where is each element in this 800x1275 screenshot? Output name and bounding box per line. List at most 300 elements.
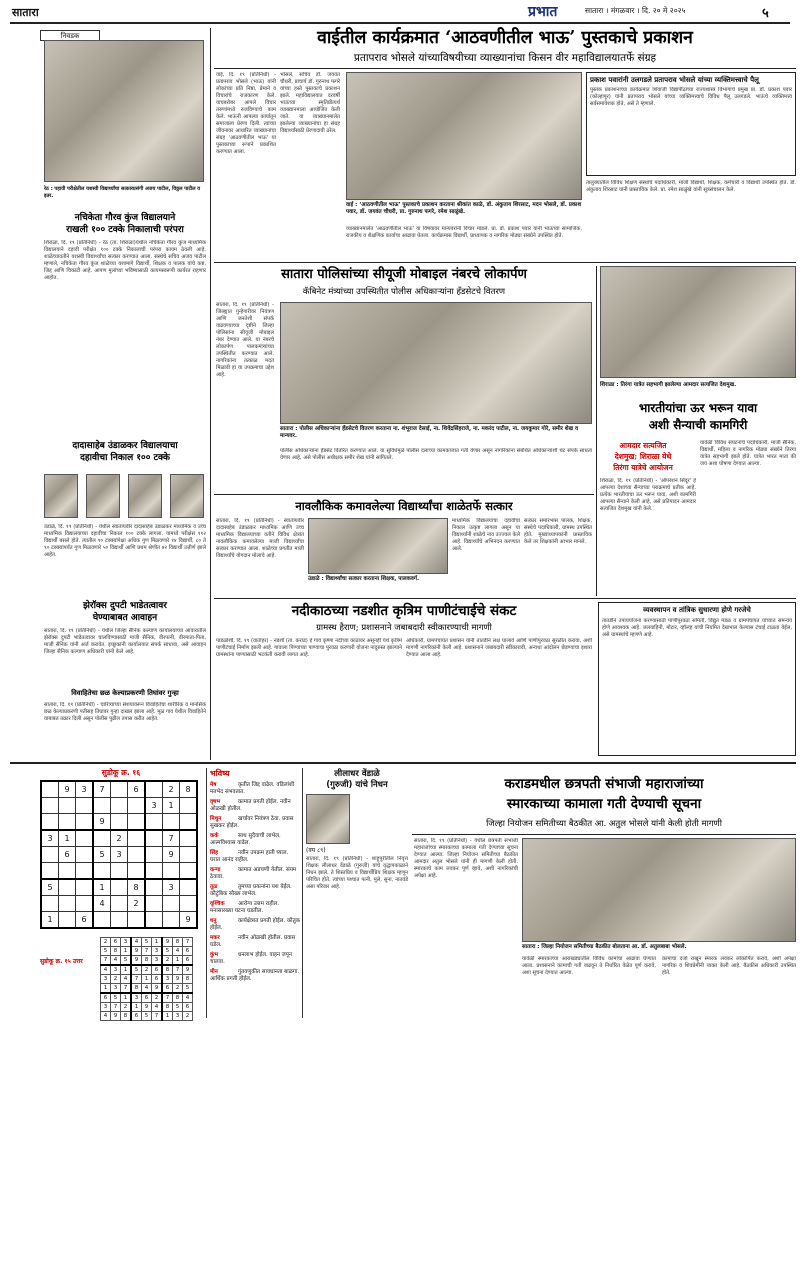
horoscope-sign: तूळ <box>210 884 218 890</box>
sudoku-answer-cell: 4 <box>183 993 193 1003</box>
masthead-city: सातारा <box>12 6 39 19</box>
sambhaji-subheadline: जिल्हा नियोजन समितीच्या बैठकीत आ. अतुल भोसले यांनी केली होती मागणी <box>486 819 722 829</box>
sudoku-row <box>41 814 197 831</box>
sudoku-answer-cell: 2 <box>121 1003 132 1012</box>
sudoku-answer-cell: 6 <box>142 993 152 1003</box>
harassment-headline: विवाहितेचा छळ केल्याप्रकरणी तिघांवर गुन्हा <box>71 689 179 697</box>
sudoku-answer-cell: 6 <box>162 984 173 994</box>
sudoku-cell <box>76 863 94 880</box>
sudoku-cell: 5 <box>93 847 111 863</box>
school-body-c: सत्कार समारंभास पालक, शिक्षक, संस्थेचे पदाधिकारी, ग्रामस्थ उपस्थित होते. मुख्याध्यापकांनी प्रास्ताविक केले तर शिक्षकांनी आभार मानले. <box>524 518 592 545</box>
sudoku-answer-cell: 7 <box>121 984 132 994</box>
school-headline: नावलौकिक कमावलेल्या विद्यार्थ्यांचा शाळेतर्फे सत्कार <box>295 499 513 513</box>
sudoku-answer-cell: 3 <box>121 938 132 947</box>
sudoku-answer-cell: 1 <box>101 984 111 994</box>
sudoku-answer-row <box>101 975 193 984</box>
sudoku-answer-cell: 2 <box>183 1012 193 1021</box>
undalkar-body: उंडाळे, दि. १९ (प्रतिनिधी) - येथील स्वातंत्र्यवीर दादासाहेब उंडाळकर माध्यमिक व उच्च माध्यमिक विद्यालयाच्या दहावीचा निकाल १०० टक्के लागला. यामध्ये परीक्षेस ११२ विद्यार्थी बसले होते. त्यातील ९० टक्क्यांपेक्षा अधिक गुण मिळवणारे १४ विद्यार्थी, ८० ते ९० टक्क्यांपर्यंत गुण मिळवणारे ५० विद्यार्थी आणि प्रथम श्रेणीत ४२ विद्यार्थी उत्तीर्ण झाले आहेत. <box>44 524 206 558</box>
sudoku-answer-cell: 8 <box>121 1012 132 1021</box>
school-photo <box>308 518 448 574</box>
sudoku-answer-cell: 6 <box>183 947 193 956</box>
sudoku-cell: 9 <box>59 781 76 798</box>
police-subheadline: कॅबिनेट मंत्र्यांच्या उपस्थितीत पोलीस अधिकाऱ्यांना हँडसेटचे वितरण <box>302 287 506 297</box>
sudoku-answer-cell: 5 <box>101 947 111 956</box>
horoscope-item <box>210 816 300 830</box>
sudoku-cell <box>111 863 128 880</box>
sudoku-answer-cell: 9 <box>183 965 193 975</box>
section-label: निवडक <box>40 30 100 41</box>
sudoku-answer-cell: 7 <box>111 1003 121 1012</box>
sudoku-answer-title: सुडोकू क्र. १५ उत्तर <box>40 958 83 965</box>
sudoku-answer-cell: 5 <box>183 984 193 994</box>
sudoku-answer-cell: 7 <box>183 938 193 947</box>
sudoku-cell: 9 <box>180 912 198 929</box>
sudoku-answer-cell: 3 <box>101 975 111 984</box>
sambhaji-photo <box>522 838 796 942</box>
sudoku-answer-cell: 8 <box>162 965 173 975</box>
horoscope-sign: कन्या <box>210 867 221 873</box>
horoscope-sign: मकर <box>210 935 220 941</box>
sudoku-cell <box>128 830 146 847</box>
sudoku-cell: 1 <box>41 912 59 929</box>
sudoku-cell: 5 <box>41 879 59 896</box>
sudoku-answer-cell: 4 <box>131 938 142 947</box>
sudoku-cell <box>111 896 128 912</box>
sudoku-answer-cell: 6 <box>183 1003 193 1012</box>
lead-body-a: वाई, दि. १९ (प्रतिनिधी) - प्रतापराव भोसले (भाऊ) यांनी लोकांच्या प्रति निष्ठा, प्रेमाने व विचारांचे राजकारण केले. याचबरोबर आपले विचार तरुणांमध्ये रुजविण्याचे काम केले. भाऊंनी आपल्या कार्यातून समाजाला प्रेरणा दिली. त्यांच्या जीवनावर आधारित व्याख्यानांचा संग्रह 'आठवणीतील भाऊ' या पुस्तकाच्या रूपाने प्रकाशित करण्यात आला. <box>216 72 276 155</box>
horoscope-text: तुमच्या प्रयत्नांना यश येईल. कौटुंबिक सौख्य लाभेल. <box>210 884 292 897</box>
sudoku-answer-cell: 3 <box>152 956 163 966</box>
sudoku-cell <box>128 912 146 929</box>
sudoku-answer-cell: 9 <box>152 984 163 994</box>
sudoku-cell: 3 <box>76 781 94 798</box>
sudoku-answer-cell: 4 <box>173 947 183 956</box>
school-photo-caption: उंडाळे : विद्यार्थ्यांचा सत्कार करताना शिक्षक, पालकवर्ग. <box>308 576 420 582</box>
sudoku-answer-cell: 3 <box>152 947 163 956</box>
sudoku-answer-cell: 4 <box>101 1012 111 1021</box>
sudoku-cell <box>180 863 198 880</box>
sudoku-cell: 4 <box>93 896 111 912</box>
water-subheadline: ग्रामस्थ हैराण; प्रशासनाने जबाबदारी स्वीकारण्याची मागणी <box>316 623 492 633</box>
sudoku-answer-cell: 2 <box>101 938 111 947</box>
sudoku-cell <box>111 781 128 798</box>
police-bottom-rule <box>214 494 594 495</box>
water-body-a: पाडळोशी, दि. १९ (वार्ताहर) - नडशी (ता. कराड) हे गाव कृष्णा नदीच्या काठावर असूनही येथे कृत्रिम पाणीटंचाई निर्माण झाली आहे. गावाला पिण्याच्या पाण्याचा पुरवठा करणारी योजना नादुरुस्त झाल्याने ग्रामस्थांना पाण्यासाठी भटकंती करावी लागत आहे. <box>216 638 402 658</box>
lead-headline: वाईतील कार्यक्रमात ‘आठवणीतील भाऊ’ पुस्तकाचे प्रकाशन <box>317 28 693 48</box>
sudoku-cell <box>145 781 163 798</box>
police-photo-caption: सातारा : पोलीस अधिकाऱ्यांना हँडसेटचे वितरण करताना ना. शंभूराज देसाई, ना. शिवेंद्रसिंहराजे, ना. मकरंद पाटील, ना. जयकुमार गोरे, समीर शेख व मान्यवर. <box>280 426 579 439</box>
sudoku-answer-cell: 1 <box>142 975 152 984</box>
horoscope-item <box>210 884 300 898</box>
sudoku-cell <box>76 847 94 863</box>
sudoku-row <box>41 863 197 880</box>
tiranga-subhead: आमदार सत्यजित देशमुख; शिराळा येथे तिरंगा यात्रेचे आयोजन <box>613 441 673 472</box>
sudoku-cell: 6 <box>59 847 76 863</box>
sudoku-answer-cell: 1 <box>173 956 183 966</box>
horoscope-text: नवीन ओळखी होतील. प्रवास घडेल. <box>210 935 296 948</box>
sudoku-answer-cell: 7 <box>162 993 173 1003</box>
water-body-b: अधिकारी, ग्रामपंचायत प्रशासन यांनी तातडीने लक्ष घालावे आणि पाणीपुरवठा सुरळीत करावा, अशी मागणी नागरिकांनी केली आहे. प्रशासनाने जबाबदारी स्वीकारावी, अन्यथा आंदोलन छेडण्याचा इशारा देण्यात आला आहे. <box>406 638 592 658</box>
sudoku-answer-cell: 5 <box>173 1003 183 1012</box>
sudoku-answer-cell: 1 <box>152 938 163 947</box>
sudoku-cell <box>180 798 198 814</box>
sudoku-cell <box>41 896 59 912</box>
sudoku-row <box>41 896 197 912</box>
obituary <box>302 768 408 1018</box>
sudoku-cell <box>41 847 59 863</box>
lead-bottom-rule <box>214 262 796 263</box>
horoscope-item <box>210 867 300 881</box>
horoscope-sign: मेष <box>210 782 217 788</box>
horoscope-sign: वृषभ <box>210 799 221 805</box>
left-column-rule <box>210 28 211 760</box>
sudoku-answer-cell: 6 <box>101 993 111 1003</box>
sudoku-answer-cell: 8 <box>183 975 193 984</box>
sudoku-answer-row <box>101 1012 193 1021</box>
sudoku-cell <box>93 912 111 929</box>
sudoku-cell <box>59 798 76 814</box>
sudoku-cell: 1 <box>93 879 111 896</box>
obit-name: लीलाधर वेंडाळे <box>334 769 380 779</box>
sudoku-answer-cell: 9 <box>142 1003 152 1012</box>
sudoku-answer-cell: 8 <box>111 947 121 956</box>
sudoku-cell <box>145 912 163 929</box>
horoscope-sign: मीन <box>210 969 218 975</box>
horoscope-sign: मिथुन <box>210 816 222 822</box>
horoscope-item <box>210 782 300 796</box>
horoscope-item <box>210 901 300 915</box>
sudoku-row <box>41 847 197 863</box>
sudoku-row <box>41 912 197 929</box>
sudoku-answer-cell: 1 <box>162 1012 173 1021</box>
horoscope-sign: सिंह <box>210 850 219 856</box>
sudoku-cell: 1 <box>163 798 180 814</box>
sudoku-answer-cell: 4 <box>152 1003 163 1012</box>
police-right-rule <box>596 266 597 596</box>
sudoku-answer-cell: 7 <box>131 975 142 984</box>
sudoku-cell: 3 <box>111 847 128 863</box>
horoscope-title: भविष्य <box>210 769 230 778</box>
sudoku-answer-cell: 1 <box>121 947 132 956</box>
upper-section-rule <box>10 762 796 764</box>
horoscope-item <box>210 833 300 847</box>
sudoku-cell: 7 <box>163 830 180 847</box>
horoscope-item <box>210 935 300 949</box>
sudoku-cell: 7 <box>93 781 111 798</box>
school-bottom-rule <box>214 598 796 599</box>
sudoku-cell <box>59 814 76 831</box>
sudoku-answer-cell: 8 <box>131 984 142 994</box>
sudoku-cell: 9 <box>93 814 111 831</box>
horoscope-item <box>210 799 300 813</box>
xerox-body: सातारा, दि. १९ (प्रतिनिधी) - येथील जिल्हा सैनिक कल्याण कार्यालयाच्या आवारातील झेरॉक्स दुपटी भाडेतत्वावर चालविण्यासाठी माजी सैनिक, वीरपत्नी, वीरमाता-पिता, माजी सैनिक यांनी अर्ज करावेत. इच्छुकांनी कार्यालयात संपर्क साधावा, असे आवाहन जिल्हा सैनिक कल्याण अधिकारी यांनी केले आहे. <box>44 628 206 655</box>
sudoku-cell <box>59 912 76 929</box>
sudoku-answer-cell: 7 <box>142 947 152 956</box>
horoscope-text: खर्चावर नियंत्रण ठेवा. प्रवास सुखकर होईल. <box>210 816 294 829</box>
horoscope-text: कृतीत जिद्द वाढेल. वडिलांशी मतभेद संभवतात. <box>210 782 295 795</box>
sudoku-answer-cell: 5 <box>142 938 152 947</box>
sudoku-answer-cell: 8 <box>173 938 183 947</box>
lead-photo <box>346 72 582 200</box>
sudoku-cell <box>111 912 128 929</box>
sudoku-answer-cell: 3 <box>162 975 173 984</box>
sudoku-cell <box>41 863 59 880</box>
sambhaji-rule <box>412 834 796 835</box>
sudoku-answer-cell: 3 <box>111 965 121 975</box>
sudoku-cell <box>41 814 59 831</box>
horoscope-text: कामात अडचणी येतील. संयम ठेवावा. <box>210 867 297 880</box>
students-photo <box>44 40 204 182</box>
lead-body-c: व्याख्यानमालेत 'आठवणीतील भाऊ' या विषयावर मान्यवरांनी विचार मांडले. प्रा. डॉ. प्रकाश पवार यांनी भाऊंच्या सामाजिक, राजकीय व शैक्षणिक कार्याचा आढावा घेतला. कार्यक्रमास विद्यार्थी, प्राध्यापक व नागरिक मोठ्या संख्येने उपस्थित होते. <box>346 226 582 239</box>
sudoku-answer-cell: 8 <box>142 956 152 966</box>
sudoku-answer-cell: 9 <box>131 947 142 956</box>
horoscope-text: नवीन उपक्रम हाती घ्याल. घरात आनंद राहील. <box>210 850 289 863</box>
lead-sidebox-body: पुस्तक प्रकाशनाच्या कार्यक्रमात शिवाजी विद्यापीठाच्या राज्यशास्त्र विभागाचे प्रमुख प्रा. डॉ. प्रकाश पवार (कोल्हापूर) यांनी प्रतापराव भोसले यांच्या व्यक्तिमत्त्वाचे विविध पैलू उलगडले. भाऊंचे व्यक्तिमत्त्व सर्वसमावेशक होते, असे ते म्हणाले. <box>590 87 792 107</box>
sudoku-cell <box>76 830 94 847</box>
water-sidebox <box>598 602 796 756</box>
sudoku-cell <box>59 879 76 896</box>
sudoku-answer-cell: 5 <box>142 1012 152 1021</box>
sudoku-answer-row <box>101 947 193 956</box>
water-headline: नदीकाठच्या नडशीत कृत्रिम पाणीटंचाईचे संकट <box>291 603 517 619</box>
lead-photo-caption: वाई : ‘आठवणीतील भाऊ’ पुस्तकाचे प्रकाशन करताना श्रीकांत काळे, डॉ. अंकुताय शिरसाट, मदन भोसले, डॉ. प्रकाश पवार, डॉ. जयवंत चौधरी, प्रा. गुरुनाथ फगरे, रमेश साळुंखे. <box>346 202 582 215</box>
sudoku-answer-row <box>101 965 193 975</box>
sudoku-answer-cell: 4 <box>142 984 152 994</box>
sudoku-answer-cell: 6 <box>152 965 163 975</box>
sudoku-answer-cell: 7 <box>152 1012 163 1021</box>
obit-portrait <box>306 794 350 844</box>
horoscope-text: आरोग्य उत्तम राहील. मनासारख्या घटना घडतील. <box>210 901 280 914</box>
sudoku-answer-cell: 5 <box>111 993 121 1003</box>
sudoku-answer-cell: 3 <box>111 984 121 994</box>
sudoku-answer-row <box>101 956 193 966</box>
horoscope-item <box>210 952 300 966</box>
masthead <box>0 0 800 22</box>
sudoku-cell <box>128 863 146 880</box>
undalkar-headline: दादासाहेब उंडाळकर विद्यालयाचा दहावीचा निकाल १०० टक्के <box>72 441 178 463</box>
sudoku-cell <box>76 798 94 814</box>
sudoku-cell: 3 <box>41 830 59 847</box>
water-sidebox-body: तातडीने उपाययोजना करण्यासाठी पाणीपुरवठा समिती, विद्युत मंडळ व ग्रामपंचायत यांच्यात समन्वय होणे आवश्यक आहे. जलवाहिनी, मोटार, व्हॉल्व्ह यांची नियमित देखभाल केल्यास टंचाई टाळता येईल, असे ग्रामस्थांचे म्हणणे आहे. <box>602 618 792 638</box>
sudoku-grid <box>40 780 198 929</box>
sudoku-cell: 9 <box>163 847 180 863</box>
horoscope-item <box>210 918 300 932</box>
sudoku-answer-cell: 9 <box>173 975 183 984</box>
sudoku-answer-cell: 1 <box>131 1003 142 1012</box>
sudoku-answer-row <box>101 1003 193 1012</box>
sudoku-answer-cell: 9 <box>162 938 173 947</box>
masthead-dateline: सातारा । मंगळवार । दि. २० मे २०२५ <box>585 6 686 15</box>
sudoku-answer-grid <box>100 937 193 1021</box>
police-body-a: सातारा, दि. १९ (प्रतिनिधी) - जिल्ह्यात गुन्हेगारीवर नियंत्रण आणि जनतेशी संपर्क वाढवण्याच्या दृष्टीने जिल्हा पोलिसांना सीयूजी मोबाइल नंबर देण्यात आले. या नंबरचे लोकार्पण पालकमंत्र्यांच्या उपस्थितीत करण्यात आले. नागरिकांना तत्काळ मदत मिळावी हा या उपक्रमाचा उद्देश आहे. <box>216 302 274 378</box>
masthead-logo: प्रभात <box>528 4 558 20</box>
sudoku-answer-cell: 3 <box>131 993 142 1003</box>
horoscope-sign: धनु <box>210 918 217 924</box>
sudoku-cell <box>76 814 94 831</box>
horoscope-text: धनलाभ होईल. वाहन जपून चालवा. <box>210 952 292 965</box>
horoscope-sign: कुंभ <box>210 952 219 958</box>
sudoku-answer-cell: 6 <box>152 975 163 984</box>
sudoku-cell <box>145 830 163 847</box>
horoscope-panel <box>206 768 300 1018</box>
tiranga-photo <box>600 266 796 378</box>
tiranga-photo-caption: शिराळा : तिरंगा यात्रेत सहभागी झालेल्या आमदार सत्यजित देशमुख. <box>600 382 737 388</box>
obit-place: (गुरुजी) यांचे निधन <box>326 780 388 790</box>
sudoku-cell <box>180 830 198 847</box>
sudoku-answer-cell: 2 <box>162 956 173 966</box>
police-photo <box>280 302 592 424</box>
sudoku-cell: 2 <box>163 781 180 798</box>
sudoku-answer-row <box>101 938 193 947</box>
sudoku-cell: 2 <box>111 830 128 847</box>
school-body-a: सातारा, दि. १९ (प्रतिनिधी) - स्वातंत्र्यवीर दादासाहेब उंडाळकर माध्यमिक आणि उच्च माध्यमिक विद्यालयाच्या वतीने विविध क्षेत्रांत नावलौकिक कमावलेल्या माजी विद्यार्थ्यांचा सत्कार करण्यात आला. शाळेच्या प्रगतीत माजी विद्यार्थ्यांचे योगदान मोलाचे आहे. <box>216 518 304 559</box>
sudoku-row <box>41 798 197 814</box>
sudoku-cell <box>93 798 111 814</box>
students-photo-caption: रेठ : पहावी परीक्षेतील यशस्वी विद्यार्थ्यांचा सत्कारप्रसंगी अजय पाटील, विठ्ठल पाटील व इतर. <box>44 186 201 199</box>
sudoku-answer-cell: 5 <box>162 947 173 956</box>
portrait-2 <box>86 474 120 518</box>
horoscope-sign: वृश्चिक <box>210 901 225 907</box>
sudoku-cell <box>128 847 146 863</box>
tiranga-body-a: शिराळा, दि. १९ (प्रतिनिधी) - 'ऑपरेशन सिंदूर' हे आपल्या देशाच्या सैन्याच्या पराक्रमाचे प्रतीक आहे. प्रत्येक भारतीयाचा ऊर भरून यावा, अशी कामगिरी आपल्या सैन्याने केली आहे, असे प्रतिपादन आमदार सत्यजित देशमुख यांनी केले. <box>600 478 696 512</box>
sudoku-answer-cell: 2 <box>152 993 163 1003</box>
school-body-b: माध्यमिक विद्यालयाचा दहावीचा निकाल उत्कृष्ट लागला असून या विद्यार्थ्यांनी शाळेचे नाव उज्ज्वल केले आहे. विद्यार्थ्यांचे अभिनंदन करण्यात आले. <box>452 518 520 552</box>
sudoku-cell <box>145 896 163 912</box>
lead-sidebox <box>586 72 796 176</box>
tiranga-body-b: यावेळी विविध संघटनांचे पदाधिकारी, माजी सैनिक, विद्यार्थी, महिला व नागरिक मोठ्या संख्येने तिरंगा यात्रेत सहभागी झाले होते. यात्रेत भारत माता की जय अशा घोषणा देण्यात आल्या. <box>700 440 796 467</box>
lead-rule <box>214 68 796 69</box>
sudoku-cell <box>145 847 163 863</box>
sambhaji-body-c: कामाचा दर्जा राखून स्मारक लवकर लोकार्पित करावे, अशी अपेक्षा नागरिक व शिवप्रेमींनी व्यक्त केली आहे. बैठकीस अधिकारी उपस्थित होते. <box>662 956 796 976</box>
sudoku-cell: 6 <box>128 781 146 798</box>
nachiketa-body: शिराळा, दि. १९ (प्रतिनिधी) - रेठ (ता. शिराळा)येथील नचिकेता गौरव कुंज माध्यमिक विद्यालयाने दहावी परीक्षेत १०० टक्के निकालाची परंपरा कायम ठेवली आहे. शाळेच्यावतीने यशस्वी विद्यार्थ्यांचा सत्कार करण्यात आला. संस्थेचे सचिव अजय पाटील म्हणाले, नचिकेता गौरव कुंज शाळेच्या यशामागे विद्यार्थी, शिक्षक व पालक यांचे कष्ट, जिद्द आणि चिकाटी आहे. आपण मुलांच्या भविष्यासाठी कायमस्वरूपी कार्यरत राहणार आहोत. <box>44 240 206 281</box>
police-headline: सातारा पोलिसांच्या सीयूजी मोबाइल नंबरचे लोकार्पण <box>281 267 527 282</box>
sudoku-answer-cell: 1 <box>121 965 132 975</box>
water-sidebox-title: व्यवस्थापन व तांत्रिक सुधारणा होणे गरजेचे <box>643 606 751 614</box>
sudoku-cell <box>145 863 163 880</box>
horoscope-item <box>210 850 300 864</box>
sudoku-answer-cell: 4 <box>101 965 111 975</box>
sudoku-cell <box>128 798 146 814</box>
sudoku-answer-cell: 2 <box>111 975 121 984</box>
sudoku-cell <box>163 814 180 831</box>
lead-body-d: तालुक्यातील विविध शिक्षण संस्थांचे पदाधिकारी, माजी विद्यार्थी, शिक्षक, कर्मचारी व विद्यार्थी उपस्थित होते. डॉ. अंकुताय शिरसाट यांनी प्रास्ताविक केले. प्रा. रमेश साळुंखे यांनी सूत्रसंचालन केले. <box>586 180 796 193</box>
tiranga-headline: भारतीयांचा ऊर भरून यावा अशी सैन्याची कामगिरी <box>638 401 758 432</box>
horoscope-text: कार्यक्षेत्रात प्रगती होईल. कौतुक होईल. <box>210 918 300 931</box>
sudoku-answer-cell: 9 <box>131 956 142 966</box>
harassment-body: सातारा, दि. १९ (प्रतिनिधी) - चारित्र्याच्या संशयावरून विवाहितेचा शारीरिक व मानसिक छळ केल्याप्रकरणी पतीसह तिघांवर गुन्हा दाखल झाला आहे. मूळ गाव येथील विवाहितेने याबाबत तक्रार दिली असून पोलीस पुढील तपास करीत आहेत. <box>44 702 206 722</box>
sudoku-cell <box>111 814 128 831</box>
sudoku-cell: 8 <box>128 879 146 896</box>
sudoku-answer-cell: 2 <box>173 984 183 994</box>
sudoku-cell: 3 <box>163 879 180 896</box>
portrait-4 <box>170 474 204 518</box>
sudoku-cell <box>41 798 59 814</box>
sudoku-row <box>41 830 197 847</box>
sudoku-answer-cell: 1 <box>121 993 132 1003</box>
sudoku-title: सुडोकू क्र. १६ <box>101 768 141 777</box>
sudoku-cell <box>76 879 94 896</box>
sudoku-answer-cell: 3 <box>173 1012 183 1021</box>
sudoku-cell <box>93 830 111 847</box>
portrait-1 <box>44 474 78 518</box>
horoscope-text: गुंतवणुकीत सावधानता बाळगा. आर्थिक प्रगती होईल. <box>210 969 300 982</box>
sudoku-cell: 8 <box>180 781 198 798</box>
sudoku-cell <box>111 879 128 896</box>
sudoku-cell <box>128 814 146 831</box>
sudoku-cell: 1 <box>59 830 76 847</box>
sudoku-answer-cell: 8 <box>162 1003 173 1012</box>
horoscope-text: साथ सुदैवाची लाभेल. आत्मविश्वास वाढेल. <box>210 833 281 846</box>
sudoku-answer-cell: 3 <box>101 1003 111 1012</box>
sudoku-row <box>41 781 197 798</box>
sudoku-cell <box>145 879 163 896</box>
sudoku-cell: 6 <box>76 912 94 929</box>
sudoku-answer-cell: 6 <box>131 1012 142 1021</box>
sudoku-cell <box>180 879 198 896</box>
sudoku-answer-cell: 9 <box>111 1012 121 1021</box>
sudoku-answer-cell: 7 <box>173 965 183 975</box>
horoscope-sign: कर्क <box>210 833 219 839</box>
sambhaji-body-a: सातारा, दि. १९ (प्रतिनिधी) - येथील छत्रपती संभाजी महाराजांच्या स्मारकाच्या कामाला गती देण्याच्या सूचना देण्यात आल्या. जिल्हा नियोजन समितीच्या बैठकीत आमदार अतुल भोसले यांनी ही मागणी केली होती. स्मारकाचे काम लवकर पूर्ण व्हावे, अशी नागरिकांची अपेक्षा आहे. <box>414 838 518 879</box>
sudoku-answer-row <box>101 993 193 1003</box>
sudoku-answer-cell: 4 <box>111 956 121 966</box>
lead-subheadline: प्रतापराव भोसले यांच्याविषयीच्या व्याख्यानांचा किसन वीर महाविद्यालयातर्फे संग्रह <box>353 52 657 64</box>
sudoku-answer-cell: 2 <box>142 965 152 975</box>
sudoku-row <box>41 879 197 896</box>
portrait-3 <box>128 474 162 518</box>
sudoku-answer-cell: 8 <box>173 993 183 1003</box>
sudoku-cell <box>111 798 128 814</box>
sudoku-cell <box>163 863 180 880</box>
sambhaji-headline: कराडमधील छत्रपती संभाजी महाराजांच्या स्मारकाच्या कामाला गती देण्याची सूचना <box>504 776 704 812</box>
horoscope-list <box>210 782 300 983</box>
sudoku-answer-cell: 5 <box>121 956 132 966</box>
sudoku-cell <box>59 896 76 912</box>
sudoku-cell <box>93 863 111 880</box>
sambhaji-body-b: यावेळी स्मारकाच्या आराखड्यातील विविध कामांचा आढावा घेण्यात आला. प्रशासनाने कामाची गती वाढवून ते निर्धारित वेळेत पूर्ण करावे, अशा सूचना देण्यात आल्या. <box>522 956 656 976</box>
sudoku-answer-cell: 6 <box>183 956 193 966</box>
sambhaji-photo-caption: सातारा : जिल्हा नियोजन समितीच्या बैठकीत बोलताना आ. डॉ. अतुलबाबा भोसले. <box>522 944 687 950</box>
nachiketa-headline: नचिकेता गौरव कुंज विद्यालयाने राखली १०० टक्के निकालाची परंपरा <box>66 213 184 235</box>
sudoku-answer-cell: 6 <box>111 938 121 947</box>
sudoku-answer-cell: 7 <box>101 956 111 966</box>
sudoku-cell <box>163 896 180 912</box>
sudoku-cell <box>180 896 198 912</box>
sudoku-cell: 3 <box>145 798 163 814</box>
sudoku-cell <box>180 847 198 863</box>
sudoku-cell: 2 <box>128 896 146 912</box>
horoscope-text: कामात प्रगती होईल. नवीन ओळखी होतील. <box>210 799 291 812</box>
sudoku-answer-cell: 5 <box>131 965 142 975</box>
lead-sidebox-title: प्रकाश पवारांनी उलगडले प्रतापराव भोसले यांच्या व्यक्तिमत्त्वाचे पैलू <box>590 76 759 84</box>
xerox-headline: झेरॉक्स दुपटी भाडेतत्वावर घेण्याबाबत आवाहन <box>83 601 167 623</box>
sudoku-cell <box>59 863 76 880</box>
obit-body: सातारा, दि. १९ (प्रतिनिधी) - शाहूपुरीतील निवृत्त शिक्षक लीलाधर वेंडाळे (गुरुजी) यांचे वृद्धापकाळाने निधन झाले. ते शिस्तप्रिय व विद्यार्थीप्रिय शिक्षक म्हणून परिचित होते. त्यांच्या पश्चात पत्नी, मुले, सुना, नातवंडे असा परिवार आहे. <box>306 856 408 890</box>
sudoku-answer-cell: 4 <box>121 975 132 984</box>
sudoku-cell <box>41 781 59 798</box>
sudoku-cell <box>163 912 180 929</box>
page-number: ५ <box>762 6 769 21</box>
masthead-rule <box>10 22 790 24</box>
horoscope-item <box>210 969 300 983</box>
police-body-b: पोलीस अधिकाऱ्यांना हँडसेट वितरित करण्यात आले. या सुविधेमुळे पोलीस दलाच्या कामकाजात गती येणार असून नागरिकांना संबंधित अधिकाऱ्यांशी थेट संपर्क साधता येणार आहे, असे पोलीस अधीक्षक समीर शेख यांनी सांगितले. <box>280 448 592 461</box>
sudoku-cell <box>180 814 198 831</box>
lead-body-b: भोसले, सचिव डॉ. जयवंत चौधरी, प्राचार्य डॉ. गुरुनाथ फगरे यांच्या हस्ते पुस्तकाचे प्रकाशन झाले. महाविद्यालयात दरवर्षी भाऊंच्या स्मृतिप्रीत्यर्थ व्याख्यानमाला आयोजित केली जाते. या व्याख्यानमालेत झालेल्या व्याख्यानांचा हा संग्रह विद्यार्थ्यांसाठी प्रेरणादायी ठरेल. <box>280 72 340 134</box>
obit-age: (वय ८९) <box>306 847 326 854</box>
sudoku-answer-row <box>101 984 193 994</box>
sudoku-cell <box>76 896 94 912</box>
